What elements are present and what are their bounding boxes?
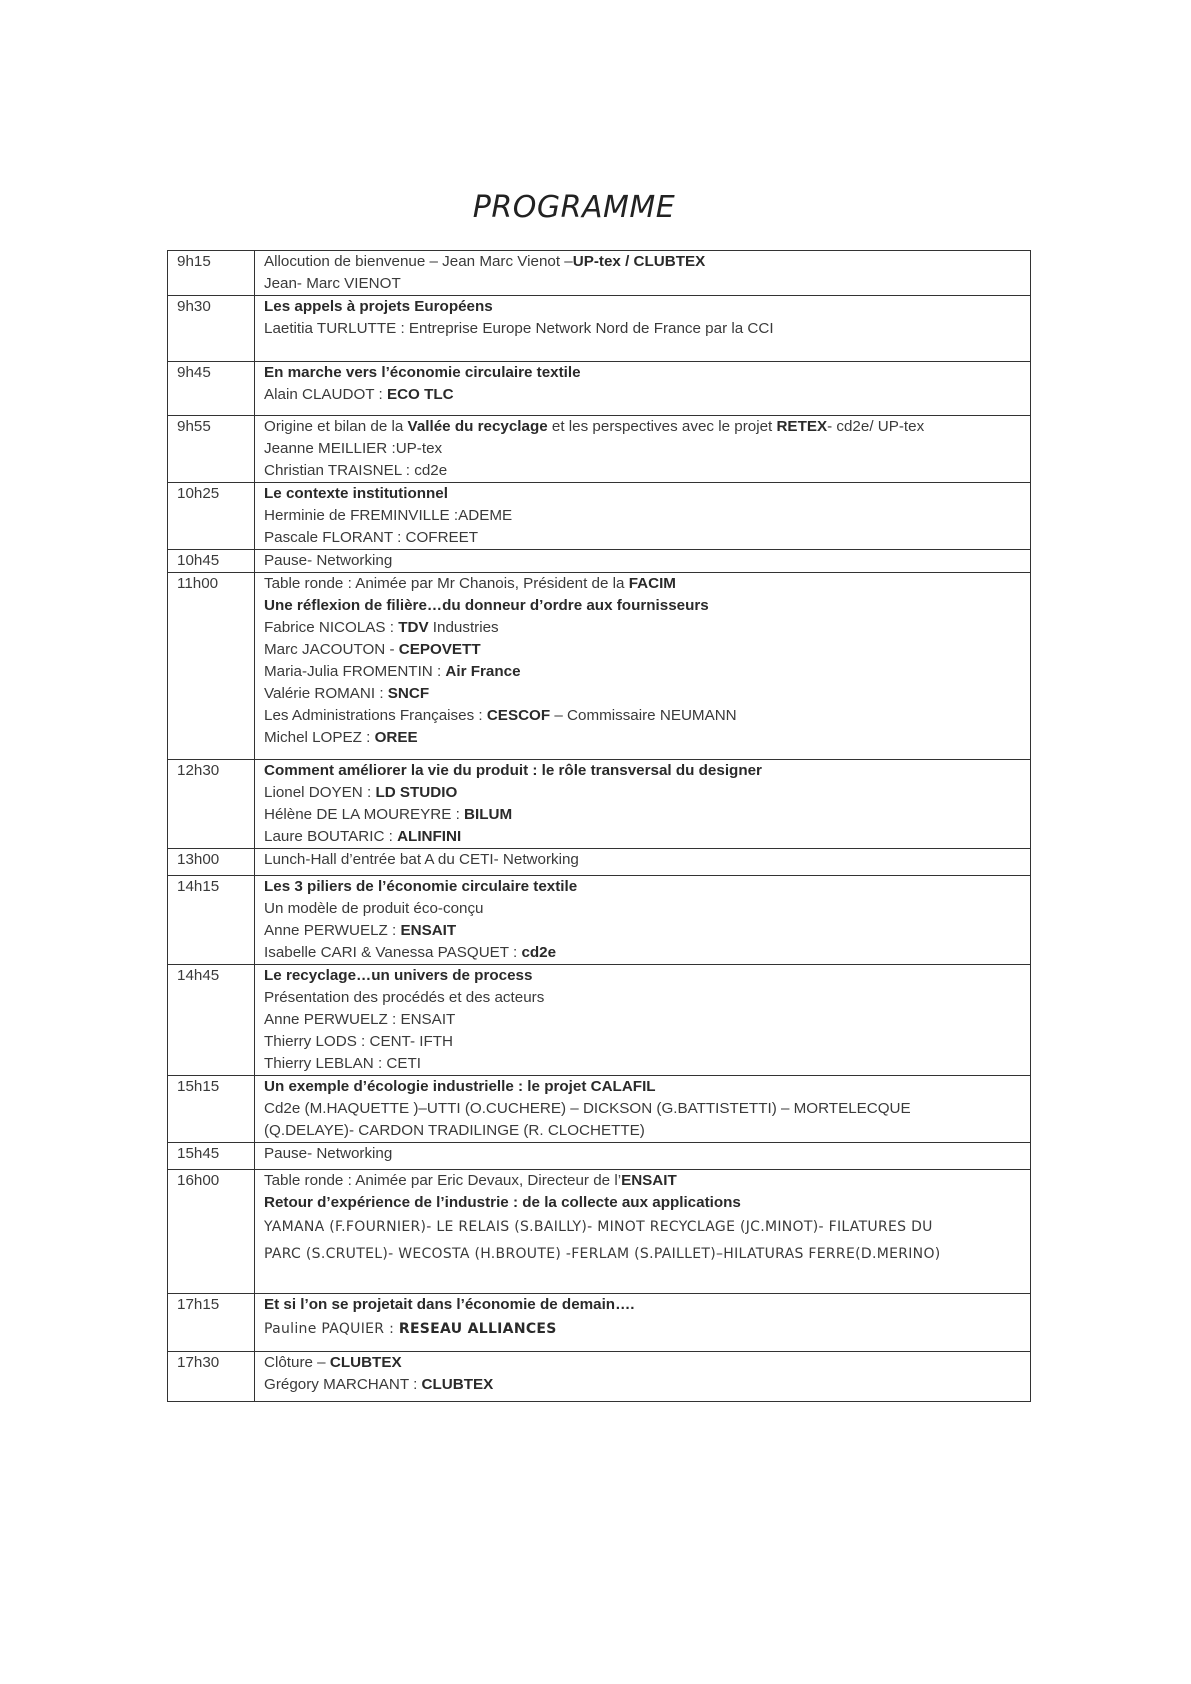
programme-table (167, 250, 1031, 1402)
bold-text: CLUBTEX (421, 1376, 494, 1393)
text-segment: YAMANA (F.FOURNIER)- LE RELAIS (S.BAILLY)- MINOT RECYCLAGE (JC.MINOT)- FILATURES DU (264, 1219, 933, 1235)
session-time: 10h45 (168, 550, 255, 573)
text-segment: Industries (428, 619, 499, 636)
session-line (264, 639, 1030, 661)
bold-text: Le recyclage…un univers de process (264, 967, 533, 984)
page-title: PROGRAMME (472, 190, 676, 225)
bold-text: cd2e (521, 944, 557, 961)
session-line (264, 384, 1030, 406)
bold-text: CLUBTEX (329, 1354, 402, 1371)
session-details (255, 251, 1031, 296)
bold-text: CESCOF (486, 707, 551, 724)
session-time: 17h15 (168, 1294, 255, 1352)
programme-row (168, 876, 1031, 965)
session-details (255, 965, 1031, 1076)
session-line (264, 782, 1030, 804)
bold-text: OREE (374, 729, 418, 746)
text-segment: Cd2e (M.HAQUETTE )–UTTI (O.CUCHERE) – DICKSON (G.BATTISTETTI) – MORTELECQUE (264, 1100, 911, 1117)
text-segment: Présentation des procédés et des acteurs (264, 989, 545, 1006)
session-line (264, 573, 1030, 595)
session-line (264, 318, 1030, 340)
session-line (264, 898, 1030, 920)
text-segment: PARC (S.CRUTEL)- WECOSTA (H.BROUTE) -FERLAM (S.PAILLET)–HILATURAS FERRE(D.MERINO) (264, 1246, 941, 1262)
text-segment: Jean- Marc VIENOT (264, 275, 401, 292)
text-segment: Alain CLAUDOT : (264, 386, 387, 403)
session-details (255, 573, 1031, 760)
text-segment: Origine et bilan de la (264, 418, 408, 435)
session-line (264, 1053, 1030, 1075)
bold-text: Le contexte institutionnel (264, 485, 448, 502)
session-details (255, 1294, 1031, 1352)
text-segment: Pascale FLORANT : COFREET (264, 529, 479, 546)
session-line (264, 920, 1030, 942)
bold-text: UP-tex / CLUBTEX (572, 253, 706, 270)
bold-text: Les 3 piliers de l’économie circulaire textile (264, 878, 578, 895)
bold-text: TDV (398, 619, 429, 636)
session-time: 17h30 (168, 1352, 255, 1402)
session-details (255, 296, 1031, 362)
bold-text: FACIM (628, 575, 676, 592)
session-line (264, 1214, 1030, 1241)
text-segment: – Commissaire NEUMANN (550, 707, 737, 724)
bold-text: Retour d’expérience de l’industrie : de la collecte aux applications (264, 1194, 741, 1211)
text-segment: Les Administrations Françaises : (264, 707, 487, 724)
text-segment: Laure BOUTARIC : (264, 828, 398, 845)
text-segment: - cd2e/ UP-tex (827, 418, 925, 435)
text-segment: Lionel DOYEN : (264, 784, 376, 801)
text-segment: (Q.DELAYE)- CARDON TRADILINGE (R. CLOCHETTE) (264, 1122, 645, 1139)
bold-text: ECO TLC (386, 386, 454, 403)
text-segment: Marc JACOUTON - (264, 641, 399, 658)
bold-text: CEPOVETT (398, 641, 481, 658)
session-line (264, 296, 1030, 318)
session-details (255, 1076, 1031, 1143)
programme-row (168, 1143, 1031, 1170)
bold-text: BILUM (464, 806, 513, 823)
session-time: 15h15 (168, 1076, 255, 1143)
bold-text: ALINFINI (397, 828, 462, 845)
programme-row (168, 1352, 1031, 1402)
session-details (255, 483, 1031, 550)
session-details (255, 550, 1031, 573)
session-line (264, 826, 1030, 848)
programme-row (168, 550, 1031, 573)
programme-row (168, 483, 1031, 550)
text-segment: Herminie de FREMINVILLE :ADEME (264, 507, 513, 524)
programme-row (168, 416, 1031, 483)
session-line (264, 1098, 1030, 1120)
programme-row (168, 296, 1031, 362)
session-line (264, 1009, 1030, 1031)
text-segment: Pauline PAQUIER : (264, 1321, 399, 1337)
session-line (264, 1076, 1030, 1098)
programme-row (168, 1294, 1031, 1352)
bold-text: ENSAIT (621, 1172, 677, 1189)
bold-text: RESEAU ALLIANCES (398, 1321, 557, 1337)
text-segment: Thierry LEBLAN : CETI (264, 1055, 421, 1072)
programme-row (168, 1076, 1031, 1143)
session-line (264, 849, 1030, 871)
session-details (255, 1352, 1031, 1402)
bold-text: Comment améliorer la vie du produit : le rôle transversal du designer (264, 762, 762, 779)
text-segment: Anne PERWUELZ : ENSAIT (264, 1011, 456, 1028)
programme-row (168, 573, 1031, 760)
session-time: 11h00 (168, 573, 255, 760)
session-line (264, 595, 1030, 617)
text-segment: Pause- Networking (264, 552, 393, 569)
text-segment: Grégory MARCHANT : (264, 1376, 422, 1393)
session-time: 16h00 (168, 1170, 255, 1294)
session-line (264, 760, 1030, 782)
session-line (264, 727, 1030, 749)
text-segment: Table ronde : Animée par Eric Devaux, Directeur de l’ (264, 1172, 622, 1189)
bold-text: LD STUDIO (375, 784, 458, 801)
session-line (264, 1294, 1030, 1316)
bold-text: Les appels à projets Européens (264, 298, 493, 315)
session-line (264, 987, 1030, 1009)
session-details (255, 760, 1031, 849)
text-segment: Laetitia TURLUTTE : Entreprise Europe Network Nord de France par la CCI (264, 320, 774, 337)
text-segment: Pause- Networking (264, 1145, 393, 1162)
session-details (255, 1170, 1031, 1294)
session-details (255, 1143, 1031, 1170)
bold-text: En marche vers l’économie circulaire textile (264, 364, 581, 381)
text-segment: Clôture – (264, 1354, 330, 1371)
session-time: 15h45 (168, 1143, 255, 1170)
text-segment: Michel LOPEZ : (264, 729, 375, 746)
session-details (255, 876, 1031, 965)
text-segment: Jeanne MEILLIER :UP-tex (264, 440, 443, 457)
programme-row (168, 1170, 1031, 1294)
bold-text: SNCF (387, 685, 430, 702)
session-line (264, 1352, 1030, 1374)
session-line (264, 1031, 1030, 1053)
bold-text: Et si l’on se projetait dans l’économie de demain…. (264, 1296, 635, 1313)
bold-text: Air France (445, 663, 521, 680)
bold-text: RETEX (776, 418, 828, 435)
session-line (264, 617, 1030, 639)
session-time: 14h15 (168, 876, 255, 965)
session-line (264, 683, 1030, 705)
text-segment: Thierry LODS : CENT- IFTH (264, 1033, 454, 1050)
text-segment: Isabelle CARI & Vanessa PASQUET : (264, 944, 522, 961)
session-time: 10h25 (168, 483, 255, 550)
text-segment: Hélène DE LA MOUREYRE : (264, 806, 465, 823)
session-line (264, 661, 1030, 683)
session-line (264, 965, 1030, 987)
session-line (264, 876, 1030, 898)
session-line (264, 273, 1030, 295)
session-time: 13h00 (168, 849, 255, 876)
session-line (264, 804, 1030, 826)
session-time: 14h45 (168, 965, 255, 1076)
text-segment: Christian TRAISNEL : cd2e (264, 462, 448, 479)
session-line (264, 251, 1030, 273)
session-line (264, 705, 1030, 727)
programme-row (168, 251, 1031, 296)
text-segment: Lunch-Hall d’entrée bat A du CETI- Networking (264, 851, 579, 868)
text-segment: Maria-Julia FROMENTIN : (264, 663, 446, 680)
session-details (255, 362, 1031, 416)
text-segment: Table ronde : Animée par Mr Chanois, Président de la (264, 575, 629, 592)
programme-row (168, 760, 1031, 849)
text-segment: Allocution de bienvenue – Jean Marc Vienot – (264, 253, 573, 270)
session-line (264, 1192, 1030, 1214)
session-line (264, 1241, 1030, 1268)
text-segment: Valérie ROMANI : (264, 685, 388, 702)
session-time: 9h55 (168, 416, 255, 483)
text-segment: Fabrice NICOLAS : (264, 619, 399, 636)
bold-text: Un exemple d’écologie industrielle : le projet CALAFIL (264, 1078, 656, 1095)
session-line (264, 416, 1030, 438)
session-line (264, 460, 1030, 482)
session-line (264, 1374, 1030, 1396)
session-line (264, 550, 1030, 572)
session-line (264, 1170, 1030, 1192)
programme-table-body (168, 251, 1031, 1402)
session-time: 9h15 (168, 251, 255, 296)
session-time: 9h30 (168, 296, 255, 362)
session-line (264, 942, 1030, 964)
session-line (264, 438, 1030, 460)
text-segment: et les perspectives avec le projet (547, 418, 777, 435)
session-line (264, 1316, 1030, 1343)
session-time: 12h30 (168, 760, 255, 849)
session-line (264, 1143, 1030, 1165)
session-line (264, 527, 1030, 549)
text-segment: Un modèle de produit éco-conçu (264, 900, 484, 917)
bold-text: ENSAIT (400, 922, 457, 939)
session-time: 9h45 (168, 362, 255, 416)
bold-text: Vallée du recyclage (407, 418, 548, 435)
text-segment: Anne PERWUELZ : (264, 922, 401, 939)
session-details (255, 849, 1031, 876)
session-line (264, 1120, 1030, 1142)
session-line (264, 505, 1030, 527)
session-line (264, 362, 1030, 384)
bold-text: Une réflexion de filière…du donneur d’ordre aux fournisseurs (264, 597, 709, 614)
programme-row (168, 849, 1031, 876)
programme-row (168, 965, 1031, 1076)
programme-row (168, 362, 1031, 416)
session-line (264, 483, 1030, 505)
session-details (255, 416, 1031, 483)
